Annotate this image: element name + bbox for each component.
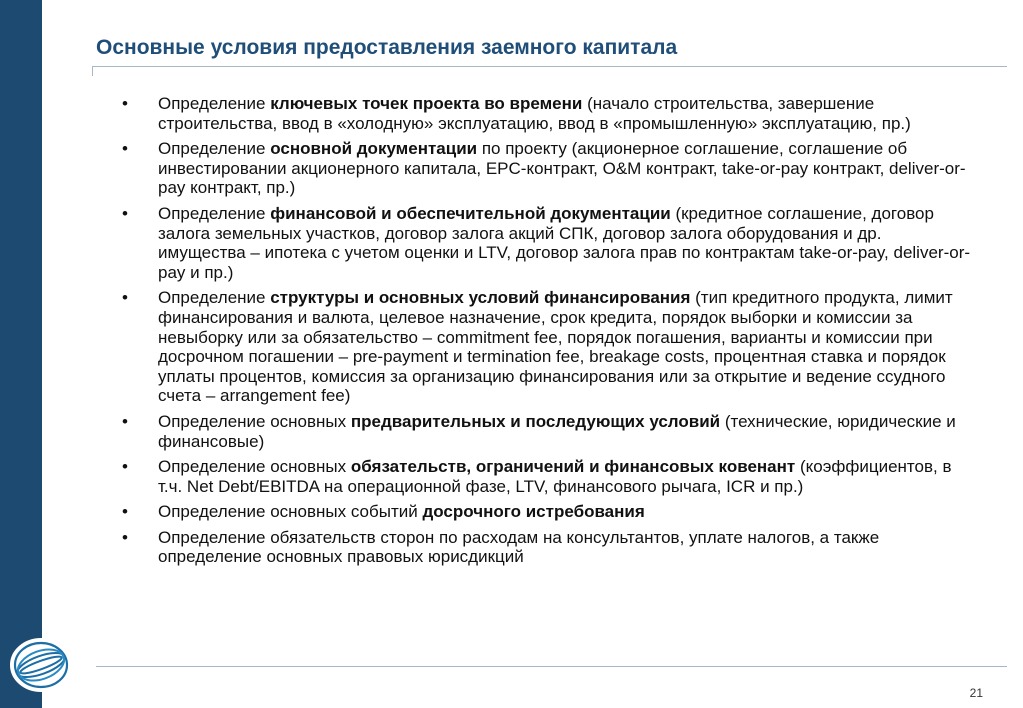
bullet-tail: (коэффициентов, в т.ч. Net Debt/EBITDA на операционной фазе, LTV, финансового рычага, ICR и пр.)	[158, 457, 952, 496]
title-divider	[92, 66, 1007, 67]
bullet-item	[120, 204, 970, 282]
bullet-dot-icon: •	[122, 527, 128, 547]
bullet-bold: финансовой и обеспечительной документации	[270, 203, 671, 223]
bullet-dot-icon: •	[122, 411, 128, 431]
bullet-list	[120, 94, 970, 573]
bullet-tail: (технические, юридические и финансовые)	[158, 411, 956, 451]
bullet-bold: предварительных и последующих условий	[350, 411, 721, 431]
bullet-item	[120, 457, 970, 496]
left-sidebar-band	[0, 0, 42, 708]
bullet-item	[120, 139, 970, 198]
bullet-item	[120, 94, 970, 133]
bullet-dot-icon: •	[122, 502, 128, 522]
bullet-tail: по проекту (акционерное соглашение, соглашение об инвестировании акционерного капитала, EPC-контракт, O&M контракт, take-or-pay контракт, deliver-or-pay контракт, пр.)	[158, 139, 966, 198]
bullet-lead: Определение основных	[158, 411, 351, 431]
bullet-dot-icon: •	[122, 94, 128, 113]
bullet-bold: ключевых точек проекта во времени	[270, 94, 583, 113]
bullet-bold: структуры и основных условий финансирования	[270, 288, 691, 308]
bullet-dot-icon: •	[122, 139, 128, 159]
bullet-bold: обязательств, ограничений и финансовых ковенант	[350, 457, 796, 477]
bullet-bold: досрочного истребования	[422, 502, 645, 522]
bullet-lead: Определение	[158, 139, 271, 159]
bullet-item	[120, 528, 970, 567]
bullet-item	[120, 412, 970, 451]
title-divider-tick	[92, 66, 93, 76]
page-number: 21	[969, 686, 983, 700]
bullet-item	[120, 502, 970, 522]
slide-title: Основные условия предоставления заемного капитала	[96, 36, 678, 59]
footer-divider	[96, 666, 1007, 667]
bullet-tail: (кредитное соглашение, договор залога земельных участков, договор залога акций СПК, договор залога оборудования и др. имущества – ипотека с учетом оценки и LTV, договор залога прав по контрактам take-or-pay, deliver-or-pay и пр.)	[158, 203, 971, 282]
bullet-lead: Определение обязательств сторон по расходам на консультантов, уплате налогов, а также определение основных правовых юрисдикций	[158, 527, 880, 567]
bullet-lead: Определение основных событий	[158, 502, 423, 522]
bullet-lead: Определение	[158, 288, 271, 308]
bullet-dot-icon: •	[122, 288, 128, 308]
bullet-tail: (начало строительства, завершение строительства, ввод в «холодную» эксплуатацию, ввод в «промышленную» эксплуатацию, пр.)	[158, 94, 911, 133]
bullet-dot-icon: •	[122, 203, 128, 223]
bullet-lead: Определение основных	[158, 457, 351, 477]
bullet-lead: Определение	[158, 203, 271, 223]
globe-logo-icon	[6, 635, 76, 695]
bullet-tail: (тип кредитного продукта, лимит финансирования и валюта, целевое назначение, срок кредита, порядок выборки и комиссии за невыборку или за обязательство – commitment fee, порядок погашения, варианты и комиссии при досрочном погашении – pre-payment и termination fee, breakage costs, процентная ставка и порядок уплаты процентов, комиссия за организацию финансирования или за открытие и ведение ссудного счета – arrangement fee)	[158, 288, 953, 406]
bullet-item	[120, 288, 970, 406]
bullet-lead: Определение	[158, 94, 271, 113]
bullet-dot-icon: •	[122, 457, 128, 477]
bullet-bold: основной документации	[270, 139, 478, 159]
